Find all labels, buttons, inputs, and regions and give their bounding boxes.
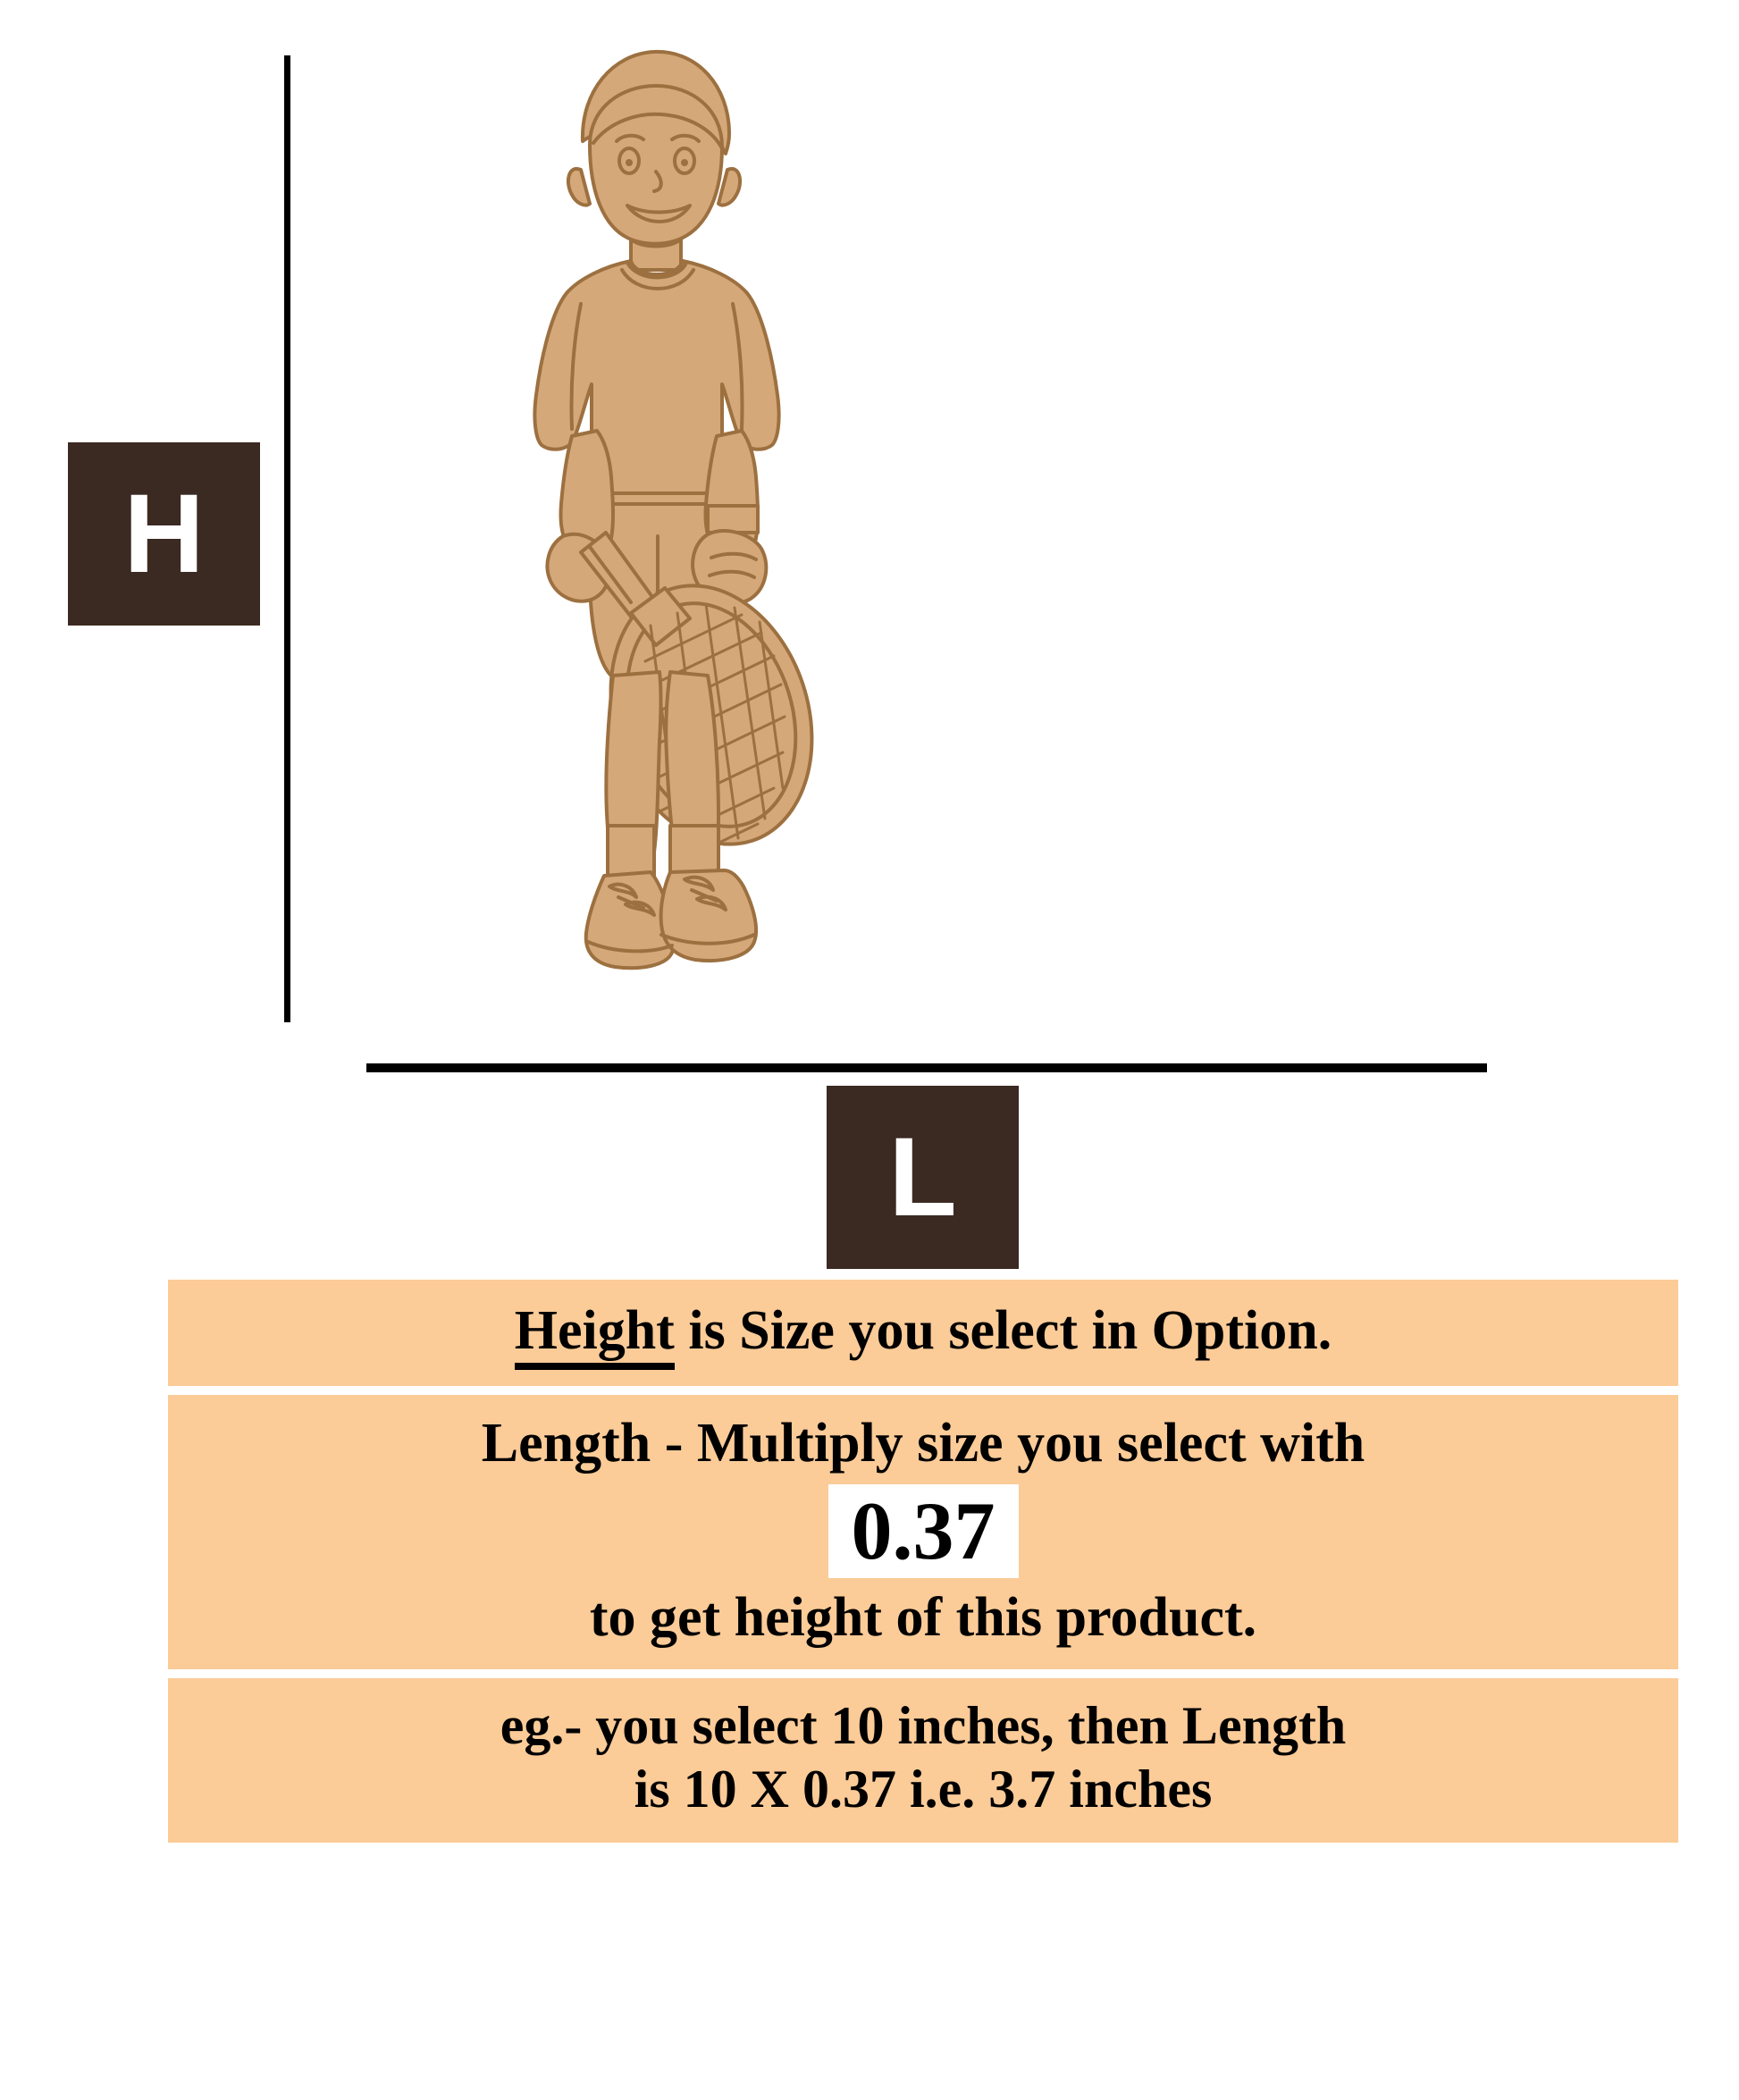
length-measure-line	[366, 1063, 1487, 1072]
height-measure-line	[284, 55, 290, 1022]
length-multiplier-value: 0.37	[828, 1484, 1019, 1578]
length-note-row	[168, 1395, 1678, 1669]
example-line-1: eg.- you select 10 inches, then Length	[500, 1696, 1347, 1756]
length-badge: L	[827, 1086, 1019, 1269]
example-note-row	[168, 1678, 1678, 1843]
sizing-info-panel	[168, 1280, 1678, 1852]
length-note-line1: Length - Multiply size you select with	[481, 1413, 1365, 1474]
height-badge: H	[68, 442, 260, 626]
height-note-row	[168, 1280, 1678, 1386]
example-line-2: is 10 X 0.37 i.e. 3.7 inches	[634, 1760, 1213, 1819]
height-note-underlined: Height	[515, 1300, 675, 1370]
height-note-rest: is Size you select in Option.	[674, 1300, 1332, 1361]
tennis-boy-figure	[447, 36, 858, 1046]
length-note-line3: to get height of this product.	[589, 1587, 1257, 1649]
